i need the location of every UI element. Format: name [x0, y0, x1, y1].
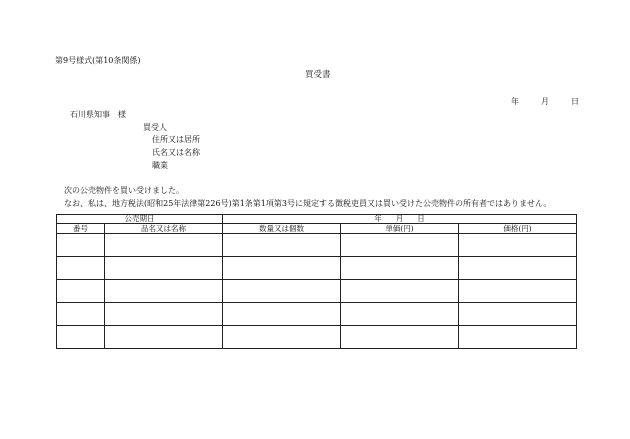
table-cell[interactable] [57, 280, 105, 303]
document-title: 買受書 [305, 70, 331, 80]
table-cell[interactable] [57, 257, 105, 280]
form-number: 第9号様式(第10条関係) [55, 56, 141, 65]
date-line [511, 98, 579, 106]
table-cell[interactable] [459, 234, 577, 257]
buyer-occupation-label: 職業 [152, 161, 168, 170]
table-cell[interactable] [459, 303, 577, 326]
column-header-unit-price: 単価(円) [341, 224, 459, 234]
sale-date-year: 年 [374, 214, 382, 224]
table-cell[interactable] [341, 280, 459, 303]
column-header-price: 価格(円) [459, 224, 577, 234]
table-cell[interactable] [459, 257, 577, 280]
table-cell[interactable] [105, 257, 223, 280]
table-cell[interactable] [105, 303, 223, 326]
statement-declaration: なお、私は、地方税法(昭和25年法律第226号)第1条第1項第3号に規定する徴税吏員又は買い受けた公売物件の所有者ではありません。 [64, 199, 552, 208]
table-cell[interactable] [223, 303, 341, 326]
sale-date-month: 月 [395, 214, 404, 224]
table-cell[interactable] [223, 234, 341, 257]
table-cell[interactable] [459, 280, 577, 303]
table-cell[interactable] [341, 326, 459, 349]
table-cell[interactable] [223, 257, 341, 280]
table-row [57, 280, 577, 303]
table-row [57, 303, 577, 326]
table-row [57, 326, 577, 349]
statement-purchase: 次の公売物件を買い受けました。 [64, 186, 184, 195]
column-header-item-name: 品名又は名称 [105, 224, 223, 234]
date-day: 日 [571, 97, 579, 106]
table-cell[interactable] [341, 303, 459, 326]
table-cell[interactable] [105, 280, 223, 303]
addressee: 石川県知事 様 [70, 110, 126, 119]
table-cell[interactable] [105, 326, 223, 349]
sale-date-value [223, 215, 577, 224]
table-cell[interactable] [223, 326, 341, 349]
date-month: 月 [541, 97, 549, 106]
table-cell[interactable] [105, 234, 223, 257]
table-cell[interactable] [341, 234, 459, 257]
purchase-items-table [56, 214, 577, 349]
table-row [57, 234, 577, 257]
table-cell[interactable] [57, 303, 105, 326]
sale-date-label: 公売期日 [57, 215, 223, 224]
table-cell[interactable] [223, 280, 341, 303]
table-cell[interactable] [57, 234, 105, 257]
table-row [57, 257, 577, 280]
table-cell[interactable] [57, 326, 105, 349]
date-year: 年 [511, 97, 519, 106]
buyer-address-label: 住所又は居所 [152, 135, 200, 144]
column-header-quantity: 数量又は個数 [223, 224, 341, 234]
column-header-number: 番号 [57, 224, 105, 234]
sale-date-day: 日 [417, 214, 425, 224]
table-cell[interactable] [459, 326, 577, 349]
buyer-label: 買受人 [143, 123, 167, 132]
table-cell[interactable] [341, 257, 459, 280]
buyer-name-label: 氏名又は名称 [152, 148, 200, 157]
